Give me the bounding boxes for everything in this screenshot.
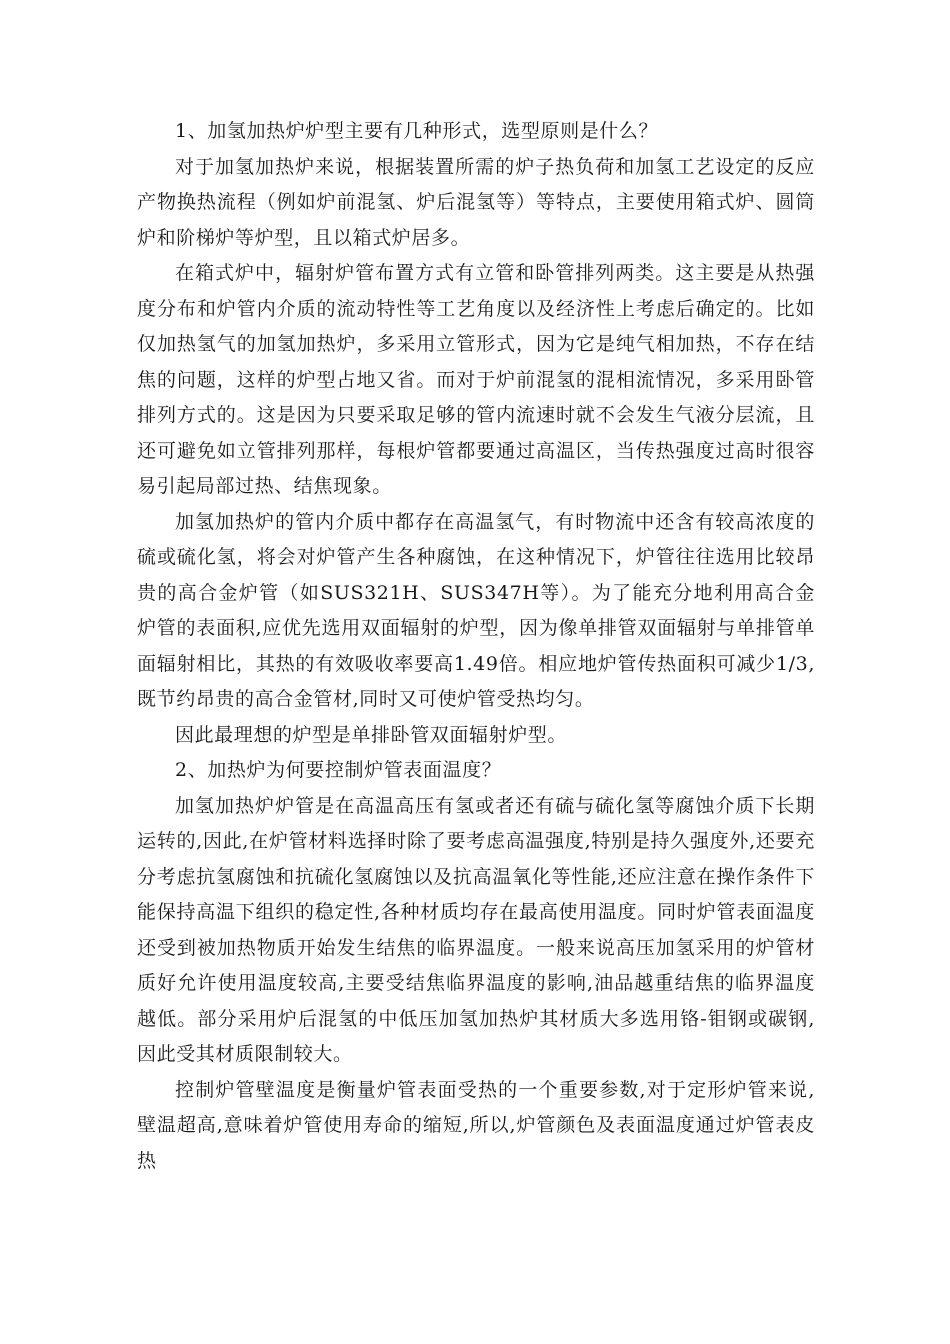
- document-body: [137, 114, 815, 1179]
- question-heading-1: 1、加氢加热炉炉型主要有几种形式，选型原则是什么？: [175, 120, 659, 142]
- paragraph-box-furnace-tubes: 在箱式炉中，辐射炉管布置方式有立管和卧管排列两类。这主要是从热强度分布和炉管内介质的流动特性等工艺角度以及经济性上考虑后确定的。比如仅加热氢气的加氢加热炉，多采用立管形式，因为它是纯气相加热，不存在结焦的问题，这样的炉型占地又省。而对于炉前混氢的混相流情况，多采用卧管排列方式的。这是因为只要采取足够的管内流速时就不会发生气液分层流，且还可避免如立管排列那样，每根炉管都要通过高温区，当传热强度过高时很容易引起局部过热、结焦现象。: [137, 262, 815, 497]
- paragraph-wall-temperature: 控制炉管壁温度是衡量炉管表面受热的一个重要参数,对于定形炉管来说,壁温超高,意味着炉管使用寿命的缩短,所以,炉管颜色及表面温度通过炉管表皮热: [137, 1078, 815, 1172]
- question-heading-2: 2、加热炉为何要控制炉管表面温度？: [175, 759, 502, 781]
- paragraph-temperature-control: 加氢加热炉炉管是在高温高压有氢或者还有硫与硫化氢等腐蚀介质下长期运转的,因此,在炉管材料选择时除了要考虑高温强度,特别是持久强度外,还要充分考虑抗氢腐蚀和抗硫化氢腐蚀以及抗高温氧化等性能,还应注意在操作条件下能保持高温下组织的稳定性,各种材质均存在最高使用温度。同时炉管表面温度还受到被加热物质开始发生结焦的临界温度。一般来说高压加氢采用的炉管材质好允许使用温度较高,主要受结焦临界温度的影响,油品越重结焦的临界温度越低。部分采用炉后混氢的中低压加氢加热炉其材质大多选用铬-钼钢或碳钢,因此受其材质限制较大。: [137, 794, 815, 1065]
- paragraph-tube-materials: 加氢加热炉的管内介质中都存在高温氢气，有时物流中还含有较高浓度的硫或硫化氢，将会对炉管产生各种腐蚀，在这种情况下，炉管往往选用比较昂贵的高合金炉管（如SUS321H、SUS347H等）。为了能充分地利用高合金炉管的表面积,应优先选用双面辐射的炉型，因为像单排管双面辐射与单排管单面辐射相比，其热的有效吸收率要高1.49倍。相应地炉管传热面积可减少1/3,既节约昂贵的高合金管材,同时又可使炉管受热均匀。: [137, 510, 815, 710]
- paragraph-furnace-types: 对于加氢加热炉来说，根据装置所需的炉子热负荷和加氢工艺设定的反应产物换热流程（例如炉前混氢、炉后混氢等）等特点，主要使用箱式炉、圆筒炉和阶梯炉等炉型，且以箱式炉居多。: [137, 155, 815, 249]
- paragraph-conclusion: 因此最理想的炉型是单排卧管双面辐射炉型。: [175, 723, 568, 746]
